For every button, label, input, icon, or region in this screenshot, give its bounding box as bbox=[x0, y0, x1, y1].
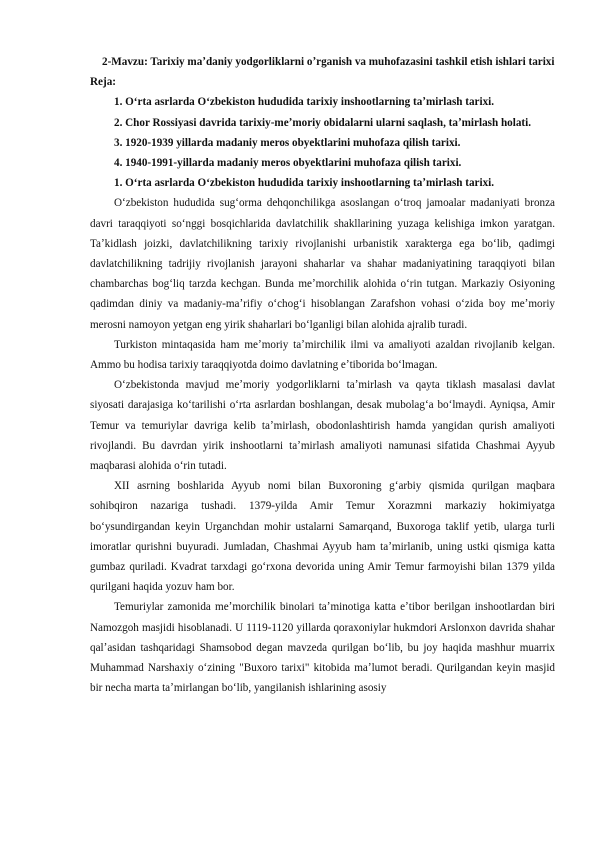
paragraph: Turkiston mintaqasida ham meʼmoriy taʼmirchilik ilmi va amaliyoti azaldan rivojlanib kelgan. Ammo bu hodisa tarixiy taraqqiyotda doimo davlatning eʼtiborida boʻlmagan. bbox=[90, 338, 555, 372]
paragraph: Oʻzbekiston hududida sugʻorma dehqonchilikga asoslangan oʻtroq jamoalar madaniyati bronza davri taraqqiyoti soʻnggi bosqichlarida davlatchilik shakllarining yuzaga kelishiga imkon yaratgan. Taʼkidlash joizki, davlatchilikning tarixiy rivojlanishi urbanistik xarakterga ega boʻlib, qadimgi davlatchilikning tadrijiy rivojlanish jarayoni shaharlar va shahar madaniyatining taraqqiyoti bilan chambarchas bogʻliq tarzda kechgan. Bunda meʼmorchilik alohida oʻrin tutgan. Markaziy Osiyoning qadimdan diniy va madaniy-maʼrifiy oʻchogʻi hisoblangan Zarafshon vohasi oʻzida boy meʼmoriy merosni namoyon yetgan eng yirik shaharlari boʻlganligi bilan alohida ajralib turadi. bbox=[90, 197, 555, 331]
paragraph: XII asrning boshlarida Ayyub nomi bilan Buxoroning gʻarbiy qismida qurilgan maqbara sohibqiron nazariga tushadi. 1379-yilda Amir Temur Xorazmni markaziy hokimiyatga boʻysundirgandan keyin Urganchdan mohir ustalarni Samarqand, Buxoroga taklif yetib, ularga turli imoratlar qurishni buyuradi. Jumladan, Chashmai Ayyub ham taʼmirlanib, uning ustki qismiga katta gumbaz quriladi. Kvadrat tarxdagi goʻrxona devorida uning Amir Temur farmoyishi bilan 1379 yilda qurilgani haqida yozuv ham bor. bbox=[90, 480, 555, 594]
paragraph: Temuriylar zamonida meʼmorchilik binolari taʼminotiga katta eʼtibor berilgan inshootlardan biri Namozgoh masjidi hisoblanadi. U 1119-1120 yillarda qoraxoniylar hukmdori Arslonxon davrida shahar qalʼasidan tashqaridagi Shamsobod degan mavzeda qurilgan boʻlib, bu joy haqida mashhur muarrix Muhammad Narshaxiy oʻzining "Buxoro tarixi" kitobida maʼlumot beradi. Qurilgandan keyin masjid bir necha marta taʼmirlangan boʻlib, yangilanish ishlarining asosiy bbox=[90, 601, 555, 695]
plan-label: Reja: bbox=[90, 76, 116, 89]
document-body bbox=[90, 52, 555, 699]
plan-item-1: 1. Oʻrta asrlarda Oʻzbekiston hududida tarixiy inshootlarning taʼmirlash tarixi. bbox=[114, 96, 495, 109]
paragraph: Oʻzbekistonda mavjud meʼmoriy yodgorliklarni taʼmirlash va qayta tiklash masalasi davlat siyosati darajasiga koʻtarilishi oʻrta asrlardan boshlangan, desak mubolagʻa boʻlmaydi. Ayniqsa, Amir Temur va temuriylar davriga kelib taʼmirlash, obodonlashtirish hamda yangidan qurish amaliyoti rivojlandi. Bu davrdan yirik inshootlarni taʼmirlash amaliyoti namunasi sifatida Chashmai Ayyub maqbarasi alohida oʻrin tutadi. bbox=[90, 379, 555, 473]
plan-item-4: 4. 1940-1991-yillarda madaniy meros obyektlarini muhofaza qilish tarixi. bbox=[114, 157, 462, 170]
page-title: 2-Mavzu: Tarixiy maʼdaniy yodgorliklarni oʼrganish va muhofazasini tashkil etish ishlari tarixi bbox=[102, 56, 555, 68]
plan-item-3: 3. 1920-1939 yillarda madaniy meros obyektlarini muhofaza qilish tarixi. bbox=[114, 136, 461, 149]
plan-item-2: 2. Chor Rossiyasi davrida tarixiy-meʼmoriy obidalarni ularni saqlash, taʼmirlash holati. bbox=[114, 116, 531, 129]
section-heading: 1. Oʻrta asrlarda Oʻzbekiston hududida tarixiy inshootlarning taʼmirlash tarixi. bbox=[114, 177, 495, 190]
